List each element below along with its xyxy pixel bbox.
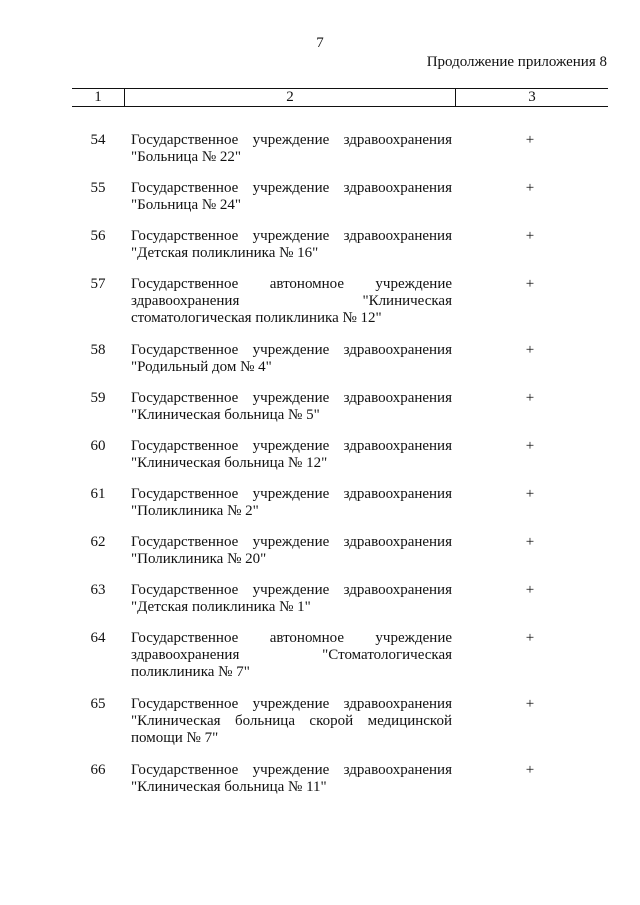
institution-name-line: "Больница № 22" bbox=[131, 149, 242, 165]
row-mark: + bbox=[525, 762, 535, 778]
row-mark: + bbox=[525, 228, 535, 244]
institution-name-line: "Клиническая больница скорой медицинской bbox=[131, 713, 452, 729]
row-number: 61 bbox=[90, 486, 106, 502]
institution-name bbox=[131, 696, 452, 747]
institution-name-line: Государственное автономное учреждение bbox=[131, 630, 452, 646]
institution-name-line: Государственное учреждение здравоохранения bbox=[131, 486, 452, 502]
row-mark: + bbox=[525, 486, 535, 502]
table-row bbox=[0, 582, 640, 616]
table-row bbox=[0, 486, 640, 520]
institution-name-line: "Детская поликлиника № 16" bbox=[131, 245, 319, 261]
table-row bbox=[0, 180, 640, 214]
institution-name bbox=[131, 630, 452, 681]
institution-name-line: здравоохранения "Клиническая bbox=[131, 293, 452, 309]
row-mark: + bbox=[525, 132, 535, 148]
institution-name-line: "Поликлиника № 2" bbox=[131, 503, 259, 519]
row-number: 65 bbox=[90, 696, 106, 712]
institution-name bbox=[131, 180, 452, 214]
institution-name bbox=[131, 342, 452, 376]
institution-name-line: "Больница № 24" bbox=[131, 197, 242, 213]
row-mark: + bbox=[525, 180, 535, 196]
institution-name bbox=[131, 132, 452, 166]
table-row bbox=[0, 438, 640, 472]
institution-name-line: поликлиника № 7" bbox=[131, 664, 250, 680]
institution-name-line: Государственное автономное учреждение bbox=[131, 276, 452, 292]
institution-name bbox=[131, 438, 452, 472]
table-row bbox=[0, 762, 640, 796]
page-number: 7 bbox=[316, 35, 324, 51]
institution-name-line: Государственное учреждение здравоохранения bbox=[131, 342, 452, 358]
row-mark: + bbox=[525, 534, 535, 550]
institution-name-line: стоматологическая поликлиника № 12" bbox=[131, 310, 382, 326]
institution-name-line: "Детская поликлиника № 1" bbox=[131, 599, 311, 615]
table-row bbox=[0, 696, 640, 747]
table-row bbox=[0, 534, 640, 568]
row-number: 66 bbox=[90, 762, 106, 778]
row-number: 55 bbox=[90, 180, 106, 196]
institution-name bbox=[131, 762, 452, 796]
header-col-3: 3 bbox=[528, 89, 536, 105]
row-number: 57 bbox=[90, 276, 106, 292]
table-row bbox=[0, 390, 640, 424]
row-number: 64 bbox=[90, 630, 106, 646]
institution-name-line: Государственное учреждение здравоохранения bbox=[131, 762, 452, 778]
institution-name-line: "Поликлиника № 20" bbox=[131, 551, 267, 567]
row-number: 62 bbox=[90, 534, 106, 550]
row-mark: + bbox=[525, 696, 535, 712]
institution-name bbox=[131, 534, 452, 568]
row-mark: + bbox=[525, 630, 535, 646]
institution-name bbox=[131, 486, 452, 520]
header-col-2: 2 bbox=[125, 89, 456, 106]
row-number: 63 bbox=[90, 582, 106, 598]
row-number: 56 bbox=[90, 228, 106, 244]
institution-name-line: Государственное учреждение здравоохранения bbox=[131, 180, 452, 196]
row-number: 60 bbox=[90, 438, 106, 454]
institution-name-line: Государственное учреждение здравоохранения bbox=[131, 390, 452, 406]
institution-name-line: Государственное учреждение здравоохранения bbox=[131, 534, 452, 550]
continuation-note: Продолжение приложения 8 bbox=[426, 54, 607, 70]
row-mark: + bbox=[525, 438, 535, 454]
table-header bbox=[72, 88, 608, 107]
header-col-1: 1 bbox=[72, 89, 125, 106]
institution-name bbox=[131, 276, 452, 327]
table-row bbox=[0, 342, 640, 376]
row-number: 59 bbox=[90, 390, 106, 406]
institution-name-line: Государственное учреждение здравоохранения bbox=[131, 582, 452, 598]
row-mark: + bbox=[525, 276, 535, 292]
institution-name-line: помощи № 7" bbox=[131, 730, 219, 746]
institution-name-line: "Родильный дом № 4" bbox=[131, 359, 272, 375]
institution-name-line: "Клиническая больница № 12" bbox=[131, 455, 328, 471]
table-row bbox=[0, 630, 640, 681]
institution-name-line: Государственное учреждение здравоохранения bbox=[131, 696, 452, 712]
institution-name bbox=[131, 582, 452, 616]
institution-name bbox=[131, 228, 452, 262]
institution-name-line: Государственное учреждение здравоохранения bbox=[131, 438, 452, 454]
institution-name-line: Государственное учреждение здравоохранения bbox=[131, 132, 452, 148]
institution-name-line: Государственное учреждение здравоохранения bbox=[131, 228, 452, 244]
table-row bbox=[0, 228, 640, 262]
table-row bbox=[0, 276, 640, 327]
row-mark: + bbox=[525, 390, 535, 406]
row-number: 58 bbox=[90, 342, 106, 358]
institution-name-line: "Клиническая больница № 5" bbox=[131, 407, 320, 423]
row-mark: + bbox=[525, 582, 535, 598]
row-mark: + bbox=[525, 342, 535, 358]
institution-name bbox=[131, 390, 452, 424]
row-number: 54 bbox=[90, 132, 106, 148]
institution-name-line: "Клиническая больница № 11" bbox=[131, 779, 327, 795]
institution-name-line: здравоохранения "Стоматологическая bbox=[131, 647, 452, 663]
table-row bbox=[0, 132, 640, 166]
